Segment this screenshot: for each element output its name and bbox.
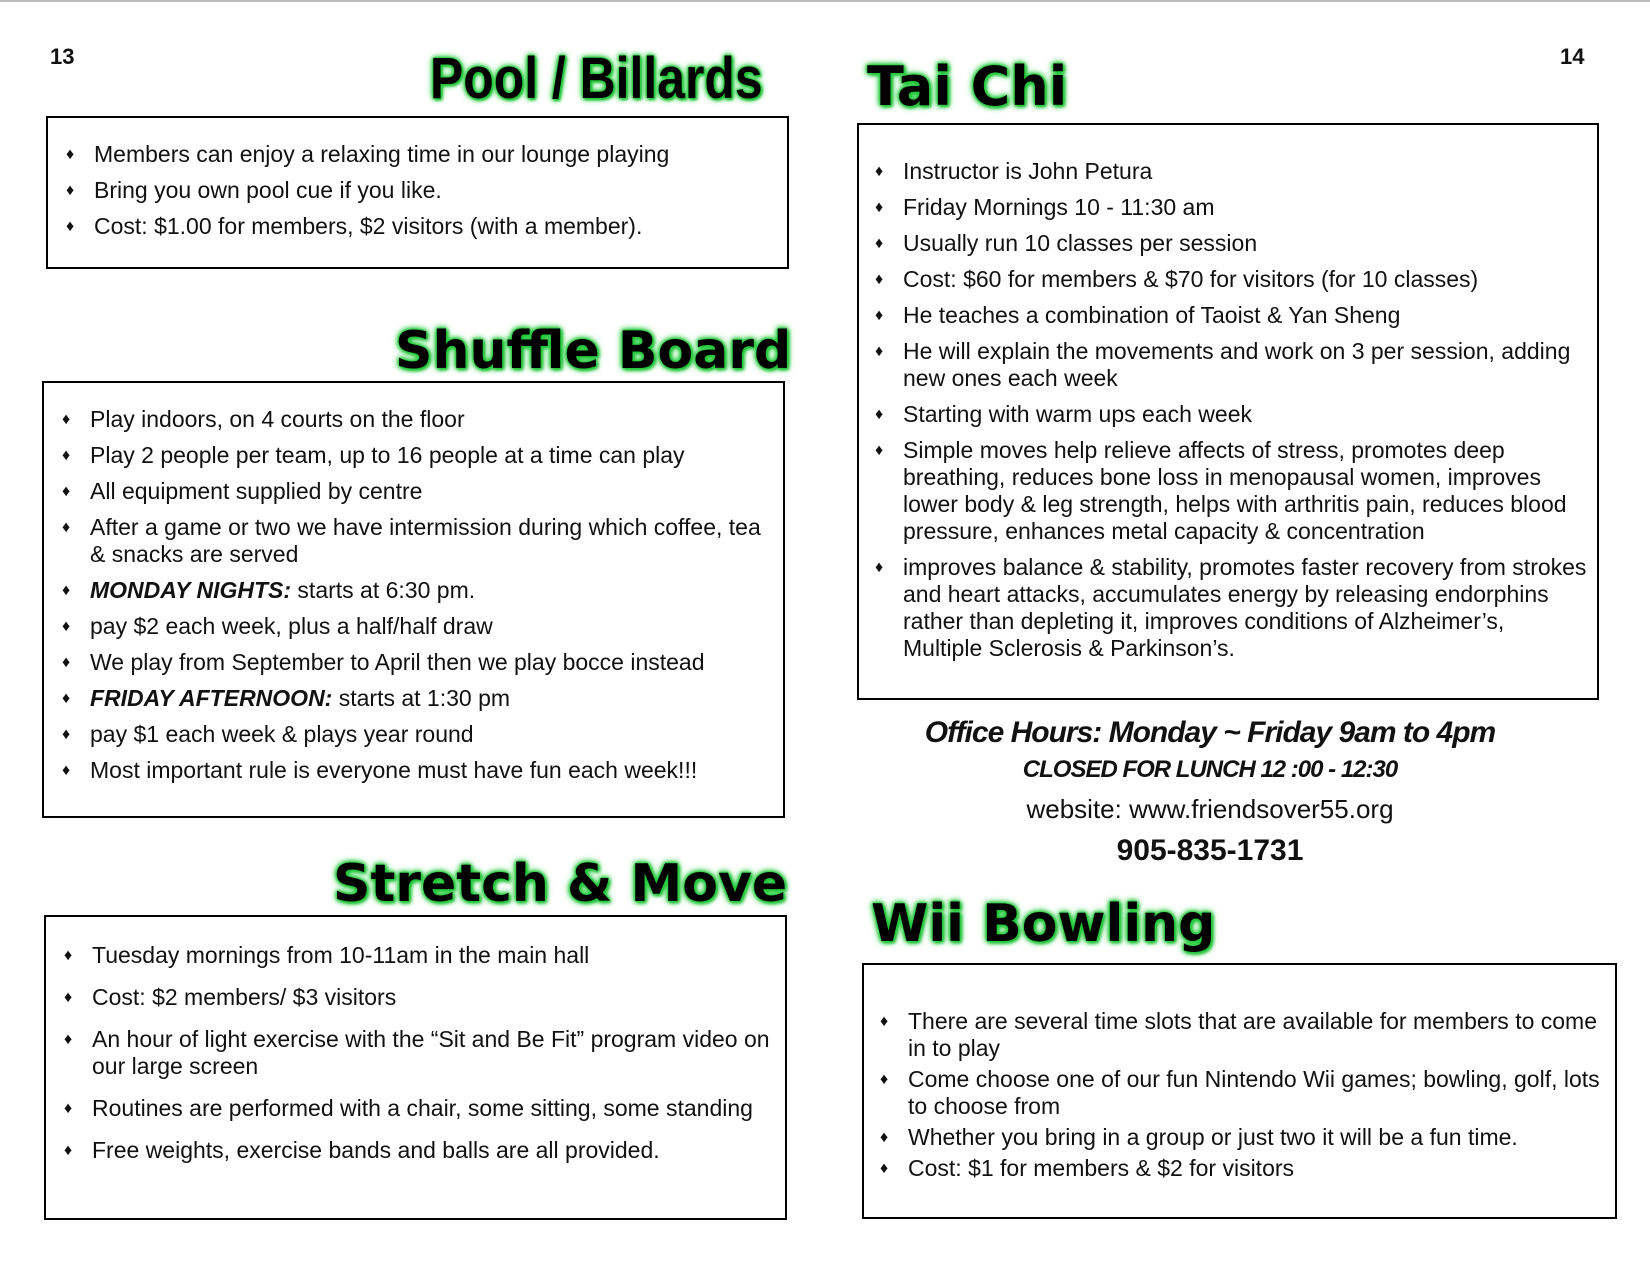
list-item: ♦ Members can enjoy a relaxing time in our lounge playing — [58, 141, 777, 168]
list-item: ♦ Cost: $1.00 for members, $2 visitors (with a member). — [58, 213, 777, 240]
phone-number: 905-835-1731 — [1116, 834, 1304, 867]
closed-for-lunch: CLOSED FOR LUNCH 12 :00 - 12:30 — [1022, 756, 1398, 783]
shuffle-board-heading: Shuffle Board — [395, 321, 792, 381]
list-item: ♦ Cost: $2 members/ $3 visitors — [56, 984, 775, 1011]
list-item: ♦ We play from September to April then we play bocce instead — [54, 649, 773, 676]
list-item: ♦ Tuesday mornings from 10-11am in the main hall — [56, 942, 775, 969]
list-item: ♦ Play indoors, on 4 courts on the floor — [54, 406, 773, 433]
monday-nights-time: starts at 6:30 pm. — [291, 577, 476, 603]
list-item: ♦ He teaches a combination of Taoist & Yan Sheng — [867, 302, 1589, 329]
list-item: ♦ Come choose one of our fun Nintendo Wii games; bowling, golf, lots to choose from — [872, 1066, 1607, 1120]
list-item: ♦ Bring you own pool cue if you like. — [58, 177, 777, 204]
list-item: ♦ Whether you bring in a group or just two it will be a fun time. — [872, 1124, 1607, 1151]
list-item: ♦ Cost: $1 for members & $2 for visitors — [872, 1155, 1607, 1182]
list-item: ♦ pay $2 each week, plus a half/half draw — [54, 613, 773, 640]
list-item: ♦ There are several time slots that are available for members to come in to play — [872, 1008, 1607, 1062]
wii-bowling-heading: Wii Bowling — [871, 894, 1216, 954]
tai-chi-heading: Tai Chi — [867, 55, 1068, 118]
list-item: ♦ After a game or two we have intermission during which coffee, tea & snacks are served — [54, 514, 773, 568]
wii-bowling-box — [862, 963, 1617, 1219]
shuffle-board-box — [42, 381, 785, 818]
list-item — [54, 577, 773, 604]
list-item: ♦ All equipment supplied by centre — [54, 478, 773, 505]
list-item: ♦ Usually run 10 classes per session — [867, 230, 1589, 257]
wii-list — [872, 1008, 1607, 1182]
list-item: ♦ Free weights, exercise bands and balls are all provided. — [56, 1137, 775, 1164]
list-item: ♦ Most important rule is everyone must have fun each week!!! — [54, 757, 773, 784]
list-item: ♦ Play 2 people per team, up to 16 people at a time can play — [54, 442, 773, 469]
top-border — [0, 0, 1650, 2]
friday-afternoon-label: FRIDAY AFTERNOON: — [90, 685, 333, 711]
page-number-right: 14 — [1560, 44, 1585, 69]
list-item: ♦ He will explain the movements and work on 3 per session, adding new ones each week — [867, 338, 1589, 392]
shuffle-list — [54, 406, 773, 784]
pool-list — [58, 141, 777, 240]
stretch-list — [56, 942, 775, 1164]
website: website: www.friendsover55.org — [1026, 794, 1394, 824]
list-item: ♦ pay $1 each week & plays year round — [54, 721, 773, 748]
list-item: ♦ An hour of light exercise with the “Sit and Be Fit” program video on our large screen — [56, 1026, 775, 1080]
list-item: ♦ Simple moves help relieve affects of stress, promotes deep breathing, reduces bone loss in menopausal women, improves lower body & leg strength, helps with arthritis pain, reduces blood pressure, enhances metal capacity & concentration — [867, 437, 1589, 545]
friday-afternoon-time: starts at 1:30 pm — [332, 685, 511, 711]
list-item: ♦ Cost: $60 for members & $70 for visitors (for 10 classes) — [867, 266, 1589, 293]
pool-billiards-box — [46, 116, 789, 269]
list-item: ♦ improves balance & stability, promotes faster recovery from strokes and heart attacks, accumulates energy by releasing endorphins rather than depleting it, improves conditions of Alzheimer’s, Multiple Sclerosis & Parkinson’s. — [867, 554, 1589, 662]
tai-chi-list — [867, 158, 1589, 662]
tai-chi-box — [857, 123, 1599, 700]
stretch-move-box — [44, 915, 787, 1220]
stretch-move-heading: Stretch & Move — [333, 854, 788, 914]
pool-billiards-heading: Pool / Billards — [430, 46, 763, 111]
monday-nights-label: MONDAY NIGHTS: — [90, 577, 292, 603]
list-item — [54, 685, 773, 712]
list-item: ♦ Friday Mornings 10 - 11:30 am — [867, 194, 1589, 221]
list-item: ♦ Instructor is John Petura — [867, 158, 1589, 185]
list-item: ♦ Starting with warm ups each week — [867, 401, 1589, 428]
page-number-left: 13 — [50, 44, 75, 69]
list-item: ♦ Routines are performed with a chair, some sitting, some standing — [56, 1095, 775, 1122]
office-hours: Office Hours: Monday ~ Friday 9am to 4pm — [924, 716, 1496, 749]
